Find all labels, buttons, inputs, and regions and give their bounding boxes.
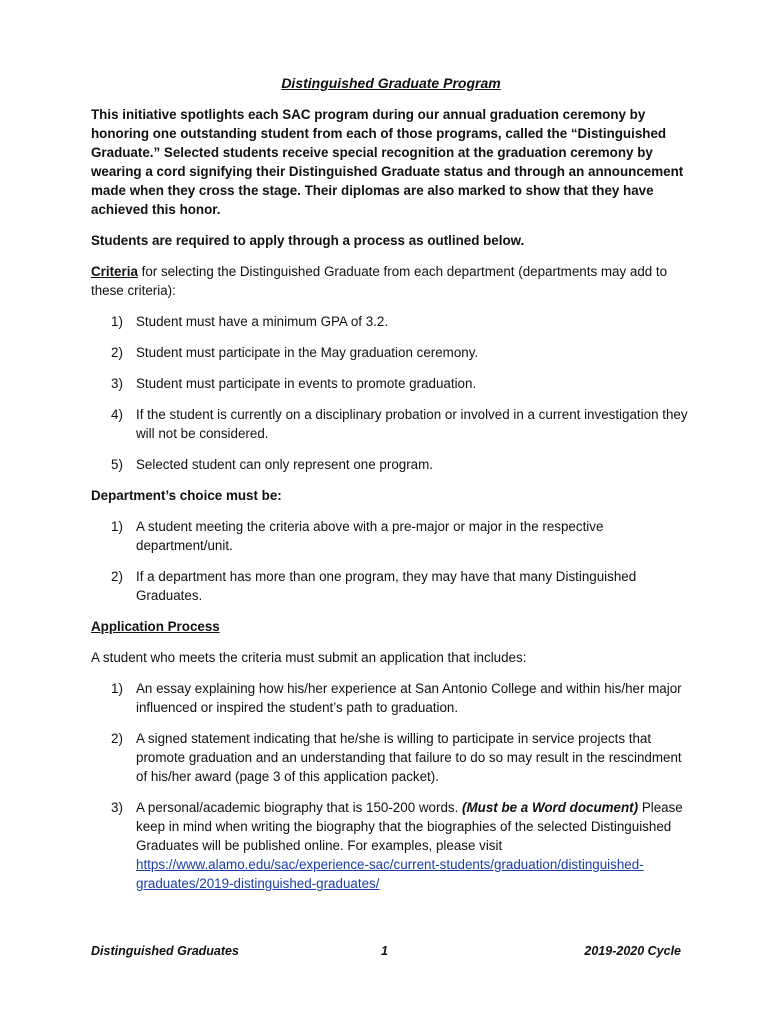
list-item: [91, 798, 691, 893]
list-text: A personal/academic biography that is 150-200 words.: [136, 800, 463, 815]
list-item: [91, 567, 691, 605]
criteria-list: [91, 312, 691, 474]
page-footer: [91, 944, 681, 962]
list-text: If the student is currently on a disciplinary probation or involved in a current investigation they will not be considered.: [136, 407, 688, 441]
footer-title: Distinguished Graduates: [91, 944, 239, 958]
document-title: Distinguished Graduate Program: [281, 75, 501, 91]
criteria-heading: Criteria: [91, 264, 138, 279]
list-number: 2): [111, 345, 123, 360]
list-item: [91, 343, 691, 362]
list-number: 2): [111, 569, 123, 584]
document-body: [91, 74, 691, 905]
list-text: Selected student can only represent one program.: [136, 457, 434, 472]
list-item: [91, 729, 691, 786]
criteria-intro: [91, 262, 691, 300]
apply-note: Students are required to apply through a process as outlined below.: [91, 233, 525, 248]
list-text: Student must participate in the May graduation ceremony.: [136, 345, 479, 360]
examples-link[interactable]: https://www.alamo.edu/sac/experience-sac/current-students/graduation/distinguished-graduates/2019-distinguished-graduates/: [136, 857, 644, 891]
list-item: [91, 517, 691, 555]
intro-paragraph: This initiative spotlights each SAC program during our annual graduation ceremony by honoring one outstanding student from each of those programs, called the “Distinguished Graduate.” Selected students receive special recognition at the graduation ceremony by wearing a cord signifying their Distinguished Graduate status and through an announcement made when they cross the stage. Their diplomas are also marked to show that they have achieved this honor.: [91, 107, 684, 217]
list-number: 3): [111, 800, 123, 815]
list-number: 4): [111, 407, 123, 422]
department-choice-list: [91, 517, 691, 605]
list-item: [91, 312, 691, 331]
list-number: 3): [111, 376, 123, 391]
department-choice-heading: Department’s choice must be:: [91, 488, 282, 503]
list-text: A signed statement indicating that he/she is willing to participate in service projects that promote graduation and an understanding that failure to do so may result in the rescindment of his/her award (page 3 of this application packet).: [136, 731, 682, 784]
list-item: [91, 405, 691, 443]
list-number: 2): [111, 731, 123, 746]
criteria-intro-text: for selecting the Distinguished Graduate from each department (departments may add to these criteria):: [91, 264, 668, 298]
list-text: Please keep in mind when writing the biography that the biographies of the selected Distinguished Graduates will be published online. For examples, please visit: [136, 800, 683, 853]
list-text: If a department has more than one program, they may have that many Distinguished Graduates.: [136, 569, 637, 603]
application-intro: A student who meets the criteria must submit an application that includes:: [91, 650, 527, 665]
word-document-note: (Must be a Word document): [462, 800, 639, 815]
application-process-heading: Application Process: [91, 619, 220, 634]
list-number: 1): [111, 681, 123, 696]
list-number: 1): [111, 314, 123, 329]
list-item: [91, 679, 691, 717]
list-text: An essay explaining how his/her experience at San Antonio College and within his/her major influenced or inspired the student’s path to graduation.: [136, 681, 682, 715]
list-text: Student must participate in events to promote graduation.: [136, 376, 477, 391]
list-text: A student meeting the criteria above with a pre-major or major in the respective department/unit.: [136, 519, 604, 553]
list-text: Student must have a minimum GPA of 3.2.: [136, 314, 389, 329]
list-number: 1): [111, 519, 123, 534]
list-item: [91, 455, 691, 474]
list-item: [91, 374, 691, 393]
footer-cycle: 2019-2020 Cycle: [584, 944, 681, 958]
application-requirements-list: [91, 679, 691, 893]
list-number: 5): [111, 457, 123, 472]
page-number: 1: [381, 944, 388, 958]
